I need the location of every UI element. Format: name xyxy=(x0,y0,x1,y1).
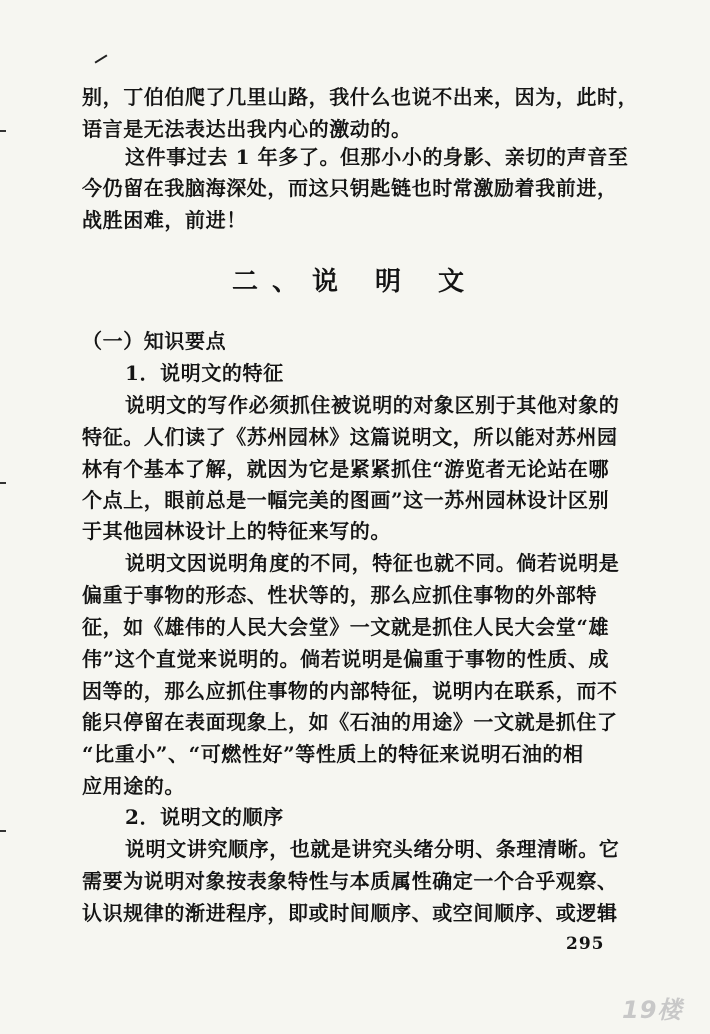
margin-tick xyxy=(0,482,6,484)
text-line: 因等的，那么应抓住事物的内部特征，说明内在联系，而不 xyxy=(82,679,618,703)
text-line: 征，如《雄伟的人民大会堂》一文就是抓住人民大会堂“雄 xyxy=(82,615,610,639)
text-line: “比重小”、“可燃性好”等性质上的特征来说明石油的相 xyxy=(82,742,584,766)
text-line: 说明文的写作必须抓住被说明的对象区别于其他对象的 xyxy=(125,393,620,417)
section-title: 二、说 明 文 xyxy=(231,267,479,297)
text-line: 特征。人们读了《苏州园林》这篇说明文，所以能对苏州园 xyxy=(82,425,618,449)
text-line: 伟”这个直觉来说明的。倘若说明是偏重于事物的性质、成 xyxy=(82,647,610,671)
text-line: 语言是无法表达出我内心的激动的。 xyxy=(82,117,412,141)
text-line: 能只停留在表面现象上，如《石油的用途》一文就是抓住了 xyxy=(82,710,618,734)
margin-tick xyxy=(0,830,6,832)
text-line: 说明文因说明角度的不同，特征也就不同。倘若说明是 xyxy=(125,551,620,575)
watermark-logo: 19楼 xyxy=(622,996,683,1024)
text-line: 偏重于事物的形态、性状等的，那么应抓住事物的外部特 xyxy=(82,583,597,607)
text-line: 于其他园林设计上的特征来写的。 xyxy=(82,519,391,543)
text-line: 这件事过去 1 年多了。但那小小的身影、亲切的声音至 xyxy=(125,145,629,169)
point-heading: 1．说明文的特征 xyxy=(125,361,284,385)
text-line: 个点上，眼前总是一幅完美的图画”这一苏州园林设计区别 xyxy=(82,488,610,512)
text-line: 今仍留在我脑海深处，而这只钥匙链也时常激励着我前进， xyxy=(82,176,618,200)
text-line: 别，丁伯伯爬了几里山路，我什么也说不出来，因为，此时， xyxy=(82,85,639,109)
subsection-heading: （一）知识要点 xyxy=(82,329,227,353)
text-line: 林有个基本了解，就因为它是紧紧抓住“游览者无论站在哪 xyxy=(82,457,610,481)
text-line: 说明文讲究顺序，也就是讲究头绪分明、条理清晰。它 xyxy=(125,837,620,861)
text-line: 战胜困难，前进！ xyxy=(82,208,247,232)
text-line: 认识规律的渐进程序，即或时间顺序、或空间顺序、或逻辑 xyxy=(82,901,618,925)
point-heading: 2．说明文的顺序 xyxy=(125,805,284,829)
pen-mark xyxy=(95,54,108,63)
margin-tick xyxy=(0,130,6,132)
page-number: 295 xyxy=(566,934,605,954)
text-line: 需要为说明对象按表象特性与本质属性确定一个合乎观察、 xyxy=(82,869,618,893)
text-line: 应用途的。 xyxy=(82,774,185,798)
